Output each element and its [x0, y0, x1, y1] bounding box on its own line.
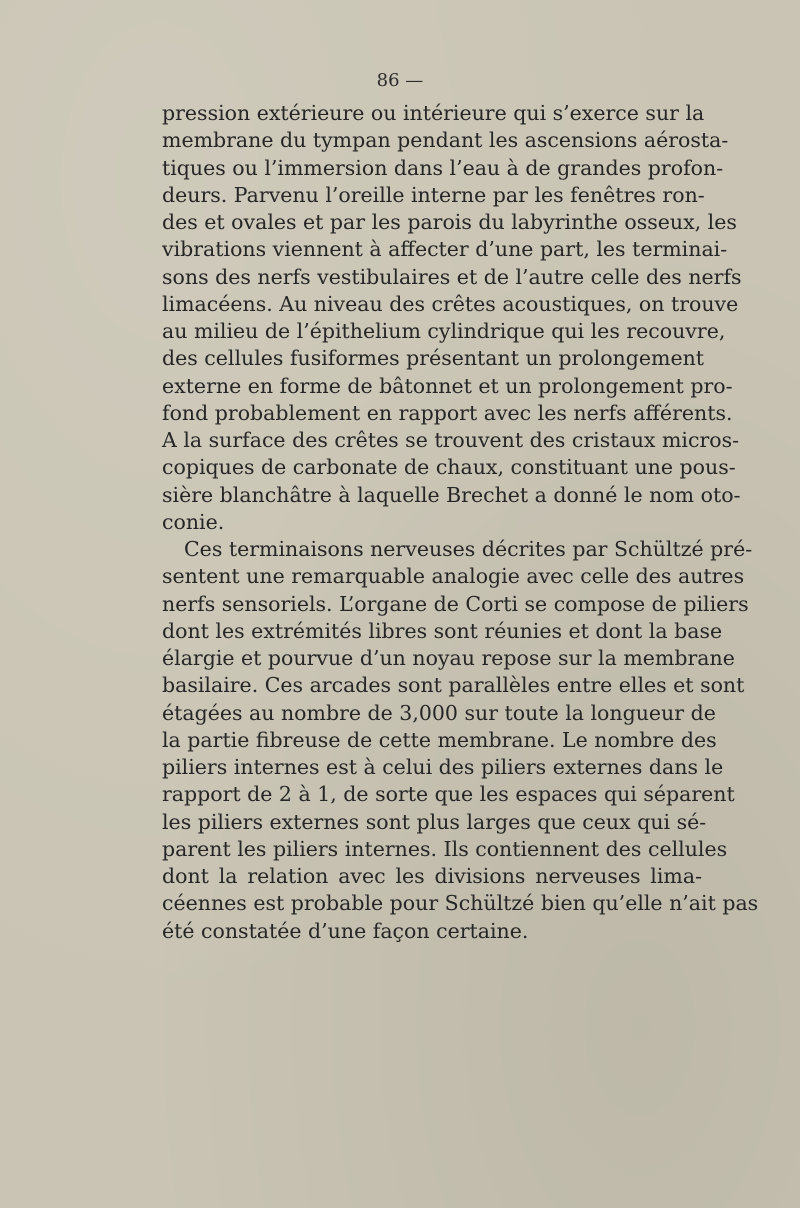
text-line: étagées au nombre de 3,000 sur toute la longueur de: [162, 700, 716, 725]
text-line: la partie fibreuse de cette membrane. Le nombre des: [162, 727, 717, 752]
text-line: externe en forme de bâtonnet et un prolongement pro-: [162, 373, 733, 398]
text-line: des cellules fusiformes présentant un prolongement: [162, 346, 705, 371]
text-line: élargie et pourvue d’un noyau repose sur la membrane: [162, 646, 735, 670]
text-line: sons des nerfs vestibulaires et de l’autre celle des nerfs: [162, 264, 742, 289]
text-line: sière blanchâtre à laquelle Brechet a donné le nom oto-: [162, 482, 741, 507]
text-line: A la surface des crêtes se trouvent des cristaux micros-: [162, 428, 740, 452]
text-line: pression extérieure ou intérieure qui s’exerce sur la: [162, 101, 705, 125]
text-line: limacéens. Au niveau des crêtes acoustiques, on trouve: [162, 291, 739, 316]
text-line: deurs. Parvenu l’oreille interne par les fenêtres ron-: [162, 182, 705, 207]
text-line: été constatée d’une façon certaine.: [162, 918, 529, 943]
text-line: tiques ou l’immersion dans l’eau à de grandes profon-: [162, 155, 724, 180]
text-line: dont la relation avec les divisions nerveuses lima-: [162, 864, 702, 888]
text-line: parent les piliers internes. Ils contiennent des cellules: [162, 836, 728, 861]
body-text: [162, 100, 759, 945]
page-number: 86 —: [376, 70, 424, 91]
text-line: dont les extrémités libres sont réunies et dont la base: [162, 618, 723, 643]
text-line: membrane du tympan pendant les ascensions aérosta-: [162, 128, 729, 153]
text-line: copiques de carbonate de chaux, constituant une pous-: [162, 455, 736, 480]
text-line: nerfs sensoriels. L’organe de Corti se compose de piliers: [162, 591, 749, 616]
text-line: céennes est probable pour Schültzé bien qu’elle n’ait pas: [162, 891, 759, 916]
text-line: basilaire. Ces arcades sont parallèles entre elles et sont: [162, 673, 745, 698]
text-line: les piliers externes sont plus larges que ceux qui sé-: [162, 809, 707, 834]
text-line: rapport de 2 à 1, de sorte que les espaces qui séparent: [162, 782, 735, 807]
text-line: vibrations viennent à affecter d’une part, les terminai-: [162, 237, 728, 262]
text-line: Ces terminaisons nerveuses décrites par Schültzé pré-: [184, 537, 753, 561]
text-line: des et ovales et par les parois du labyrinthe osseux, les: [162, 210, 737, 234]
text-line: sentent une remarquable analogie avec celle des autres: [162, 564, 745, 589]
text-line: au milieu de l’épithelium cylindrique qui les recouvre,: [162, 319, 726, 343]
text-line: piliers internes est à celui des piliers externes dans le: [162, 755, 724, 779]
text-line: conie.: [162, 509, 225, 534]
text-line: fond probablement en rapport avec les nerfs afférents.: [162, 400, 733, 425]
